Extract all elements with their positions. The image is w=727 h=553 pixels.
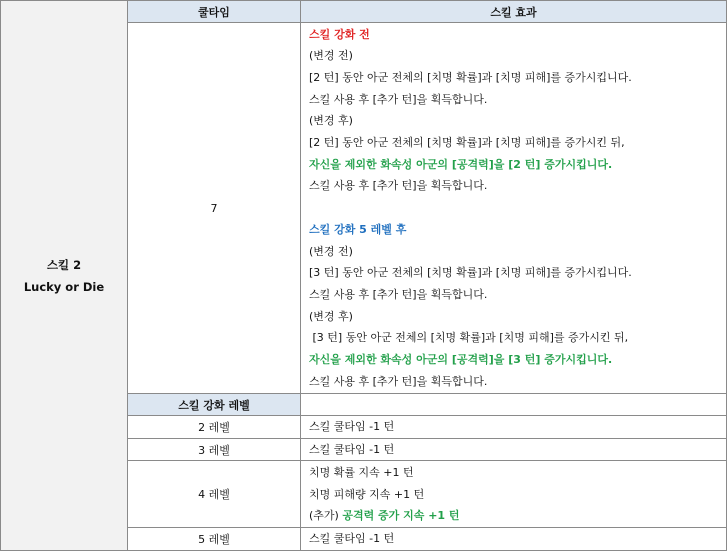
extra-prefix: (추가) — [309, 509, 343, 523]
level-cell: 2 레벨 — [128, 416, 301, 439]
enhance-level-header: 스킬 강화 레벨 — [128, 394, 301, 416]
level-effect-line: 스킬 쿨타임 -1 턴 — [309, 442, 395, 456]
level-effect-cell — [301, 461, 727, 528]
effect-line: (변경 후) — [309, 309, 353, 323]
after-enhance-title: 스킬 강화 5 레벨 후 — [309, 222, 407, 236]
effect-line: (변경 후) — [309, 114, 353, 128]
extra-highlight: 공격력 증가 지속 +1 턴 — [342, 509, 460, 523]
level-cell: 4 레벨 — [128, 461, 301, 528]
effect-line: 스킬 사용 후 [추가 턴]을 획득합니다. — [309, 179, 488, 193]
effect-line: [3 턴] 동안 아군 전체의 [치명 확률]과 [치명 피해]를 증가시킵니다. — [309, 266, 632, 280]
skill-name-cell — [1, 1, 128, 551]
level-effect-line — [309, 505, 726, 527]
effect-highlight-line: 자신을 제외한 화속성 아군의 [공격력]을 [3 턴] 증가시킵니다. — [309, 352, 613, 366]
effect-line: 스킬 사용 후 [추가 턴]을 획득합니다. — [309, 287, 488, 301]
level-effect-line: 치명 피해량 지속 +1 턴 — [309, 487, 425, 501]
level-effect-cell — [301, 528, 727, 551]
skill-number: 스킬 2 — [46, 257, 82, 272]
effect-line: [3 턴] 동안 아군 전체의 [치명 확률]과 [치명 피해]를 증가시킨 뒤, — [309, 331, 629, 345]
level-effect-cell — [301, 438, 727, 461]
before-enhance-title: 스킬 강화 전 — [309, 27, 370, 41]
spacer — [309, 197, 726, 219]
level-cell: 5 레벨 — [128, 528, 301, 551]
effect-header: 스킬 효과 — [301, 1, 727, 23]
cooldown-header: 쿨타임 — [128, 1, 301, 23]
effect-line: [2 턴] 동안 아군 전체의 [치명 확률]과 [치명 피해]를 증가시킵니다. — [309, 71, 632, 85]
skill-name: Lucky or Die — [23, 279, 105, 294]
cooldown-value: 7 — [128, 23, 301, 394]
level-cell: 3 레벨 — [128, 438, 301, 461]
skill-effect-cell — [301, 23, 727, 394]
effect-line: (변경 전) — [309, 244, 353, 258]
level-effect-line: 치명 확률 지속 +1 턴 — [309, 465, 414, 479]
effect-line: 스킬 사용 후 [추가 턴]을 획득합니다. — [309, 374, 488, 388]
enhance-header-empty — [301, 394, 727, 416]
effect-line: 스킬 사용 후 [추가 턴]을 획득합니다. — [309, 92, 488, 106]
level-effect-cell — [301, 416, 727, 439]
effect-line: (변경 전) — [309, 49, 353, 63]
effect-line: [2 턴] 동안 아군 전체의 [치명 확률]과 [치명 피해]를 증가시킨 뒤, — [309, 136, 625, 150]
level-effect-line: 스킬 쿨타임 -1 턴 — [309, 532, 395, 546]
effect-highlight-line: 자신을 제외한 화속성 아군의 [공격력]을 [2 턴] 증가시킵니다. — [309, 157, 613, 171]
level-effect-line: 스킬 쿨타임 -1 턴 — [309, 420, 395, 433]
